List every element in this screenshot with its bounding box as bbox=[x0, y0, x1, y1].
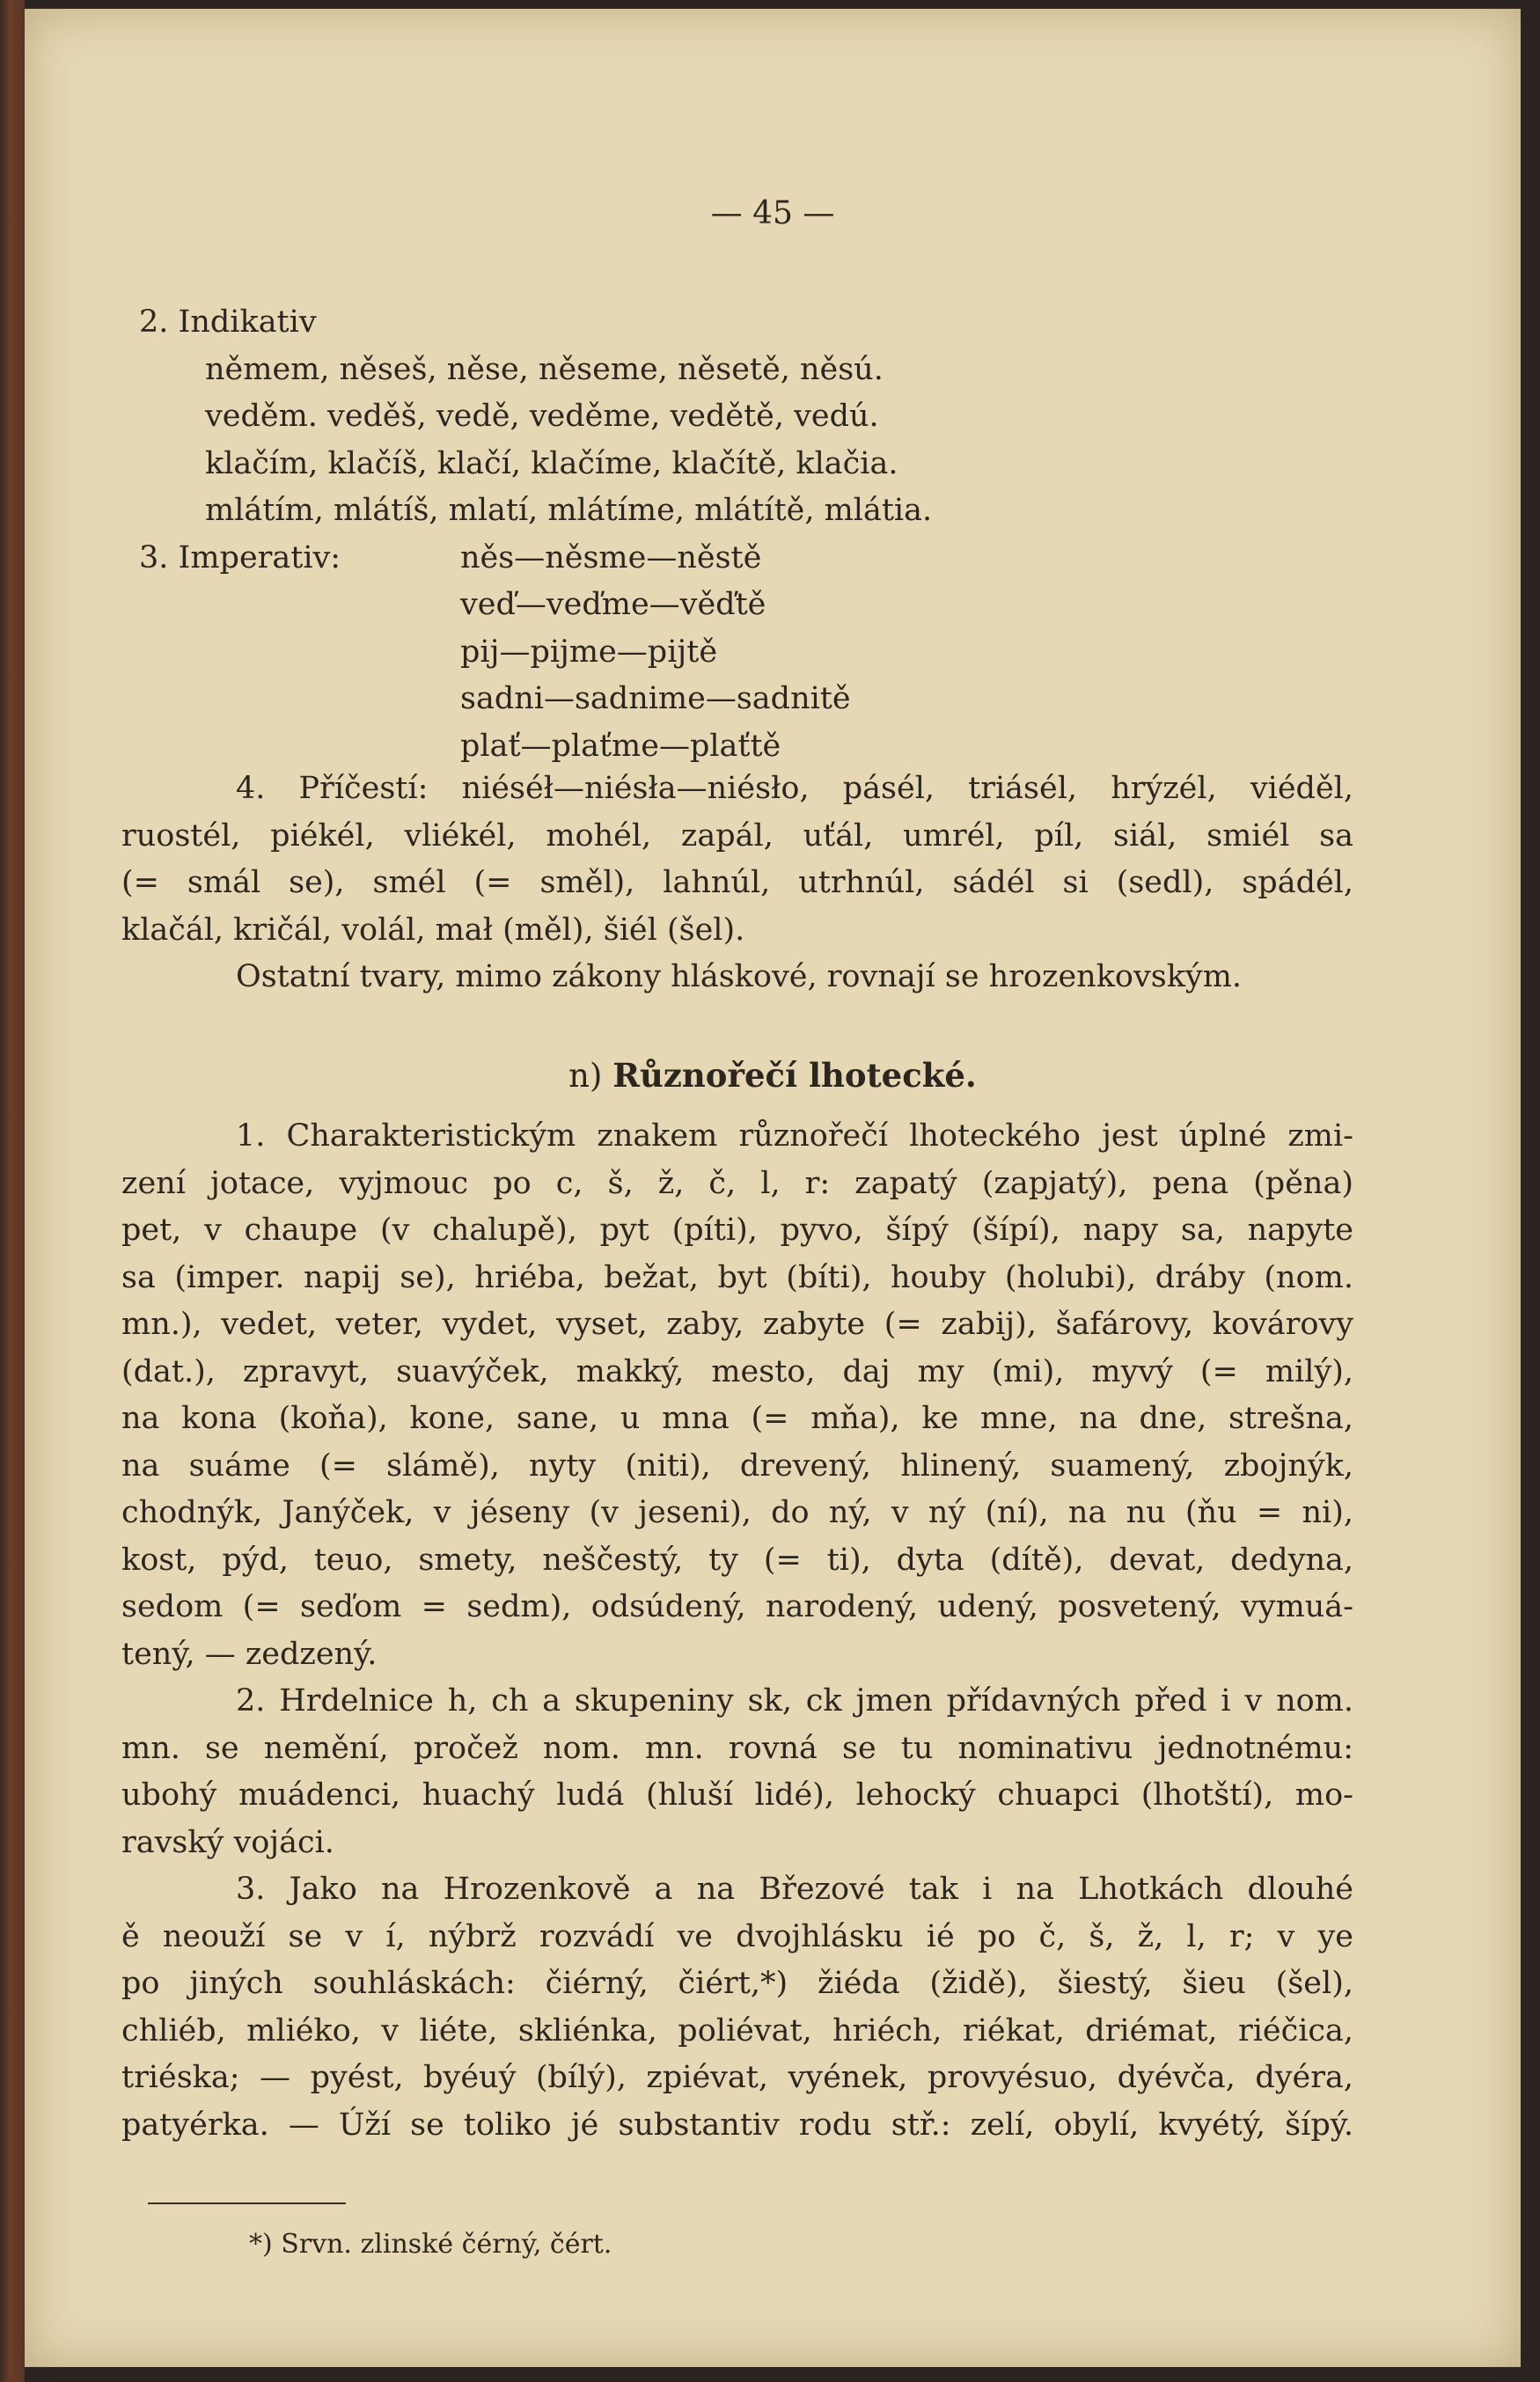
pricesti-line: ruostél, piékél, vliékél, mohél, zapál, uťál, umrél, píl, siál, smiél sa bbox=[121, 817, 1353, 854]
paragraph-line: tený, — zedzený. bbox=[121, 1636, 378, 1672]
paragraph-line: kost, pýd, teuo, smety, neščestý, ty (= ti), dyta (dítě), devat, dedyna, bbox=[121, 1542, 1353, 1578]
paragraph-line: na kona (koňa), kone, sane, u mna (= mňa), ke mne, na dne, strešna, bbox=[121, 1401, 1353, 1436]
imperativ-label-line bbox=[121, 535, 1353, 583]
page-number: — 45 — bbox=[710, 195, 835, 231]
paragraph-line: chodnýk, Janýček, v jéseny (v jeseni), do ný, v ný (ní), na nu (ňu = ni), bbox=[121, 1495, 1353, 1530]
ostatni-line: Ostatní tvary, mimo zákony hláskové, rovnají se hrozenkovským. bbox=[236, 959, 1243, 994]
indikativ-heading: 2. Indikativ bbox=[139, 304, 317, 340]
imperativ-line: veď—veďme—věďtě bbox=[460, 587, 766, 622]
paragraph-line: mn.), vedet, veter, vydet, vyset, zaby, zabyte (= zabij), šafárovy, kovárovy bbox=[121, 1307, 1353, 1342]
book-spine bbox=[0, 0, 25, 2382]
imperativ-label: 3. Imperativ: bbox=[139, 539, 341, 575]
imperativ-line: plať—plaťme—plaťtě bbox=[460, 728, 781, 764]
paragraph-line: sa (imper. napij se), hriéba, bežat, byt (bíti), houby (holubi), dráby (nom. bbox=[121, 1259, 1353, 1295]
footnote-rule bbox=[148, 2202, 346, 2204]
section-title: Různořečí lhotecké. bbox=[612, 1055, 977, 1095]
pricesti-line: klačál, kričál, volál, mał (měl), šiél (šel). bbox=[121, 912, 745, 948]
section-heading bbox=[121, 1052, 1353, 1100]
paragraph-line: 2. Hrdelnice h, ch a skupeniny sk, ck jmen přídavných před i v nom. bbox=[236, 1683, 1353, 1719]
section-prefix: n) bbox=[568, 1056, 603, 1095]
pricesti-line: 4. Příčestí: niéséł—niésła—niésło, pásél, triásél, hrýzél, viéděl, bbox=[236, 771, 1353, 806]
paragraph-line: patyérka. — Úží se toliko jé substantiv rodu stř.: zelí, obylí, kvyétý, šípý. bbox=[121, 2107, 1353, 2143]
imperativ-line: něs—něsme—něstě bbox=[460, 539, 762, 575]
paragraph-line: triéska; — pyést, byéuý (bílý), zpiévat, vyének, provyésuo, dyévča, dyéra, bbox=[121, 2060, 1353, 2095]
paragraph-line: zení jotace, vyjmouc po c, š, ž, č, l, r: zapatý (zapjatý), pena (pěna) bbox=[121, 1165, 1353, 1201]
paragraph-line: sedom (= seďom = sedm), odsúdený, narodený, udený, posvetený, vymuá- bbox=[121, 1589, 1353, 1624]
imperativ-line: pij—pijme—pijtě bbox=[460, 634, 718, 670]
paragraph-line: ravský vojáci. bbox=[121, 1824, 334, 1860]
paragraph-line: po jiných souhláskách: čiérný, čiért,*) žiéda (židě), šiestý, šieu (šel), bbox=[121, 1966, 1353, 2001]
imperativ-line: sadni—sadnime—sadnitě bbox=[460, 681, 851, 716]
indikativ-block bbox=[121, 299, 1353, 770]
paragraph-line: 3. Jako na Hrozenkově a na Březové tak i na Lhotkách dlouhé bbox=[236, 1872, 1353, 1907]
book-page bbox=[25, 9, 1521, 2367]
indikativ-line: mlátím, mlátíš, mlatí, mlátíme, mlátítě, mlátia. bbox=[205, 493, 933, 528]
paragraph-line: na suáme (= slámě), nyty (niti), drevený, hlinený, suamený, zbojnýk, bbox=[121, 1448, 1353, 1484]
indikativ-line: klačím, klačíš, klačí, klačíme, klačítě, klačia. bbox=[205, 445, 898, 481]
indikativ-line: němem, něseš, něse, něseme, něsetě, něsú. bbox=[205, 351, 884, 387]
paragraph-line: 1. Charakteristickým znakem různořečí lhoteckého jest úplné zmi- bbox=[236, 1118, 1353, 1154]
paragraph-line: ubohý muádenci, huachý ludá (hluší lidé), lehocký chuapci (lhotští), mo- bbox=[121, 1777, 1353, 1813]
paragraph-line: mn. se nemění, pročež nom. mn. rovná se tu nominativu jednotnému: bbox=[121, 1730, 1353, 1766]
pricesti-line: (= smál se), smél (= směl), lahnúl, utrhnúl, sádél si (sedl), spádél, bbox=[121, 865, 1353, 900]
paragraph-line: ě neouží se v í, nýbrž rozvádí ve dvojhlásku ié po č, š, ž, l, r; v ye bbox=[121, 1918, 1353, 1954]
paragraph-line: pet, v chaupe (v chalupě), pyt (píti), pyvo, šípý (šípí), napy sa, napyte bbox=[121, 1213, 1353, 1248]
paragraph-line: (dat.), zpravyt, suavýček, makký, mesto, daj my (mi), myvý (= milý), bbox=[121, 1353, 1353, 1389]
indikativ-line: veděm. veděš, vedě, veděme, vedětě, vedú. bbox=[205, 399, 879, 434]
paragraph-line: chliéb, mliéko, v liéte, skliénka, poliévat, hriéch, riékat, driémat, riéčica, bbox=[121, 2012, 1353, 2049]
pricesti-block bbox=[121, 766, 1353, 2149]
footnote: *) Srvn. zlinské čérný, čért. bbox=[249, 2229, 612, 2260]
